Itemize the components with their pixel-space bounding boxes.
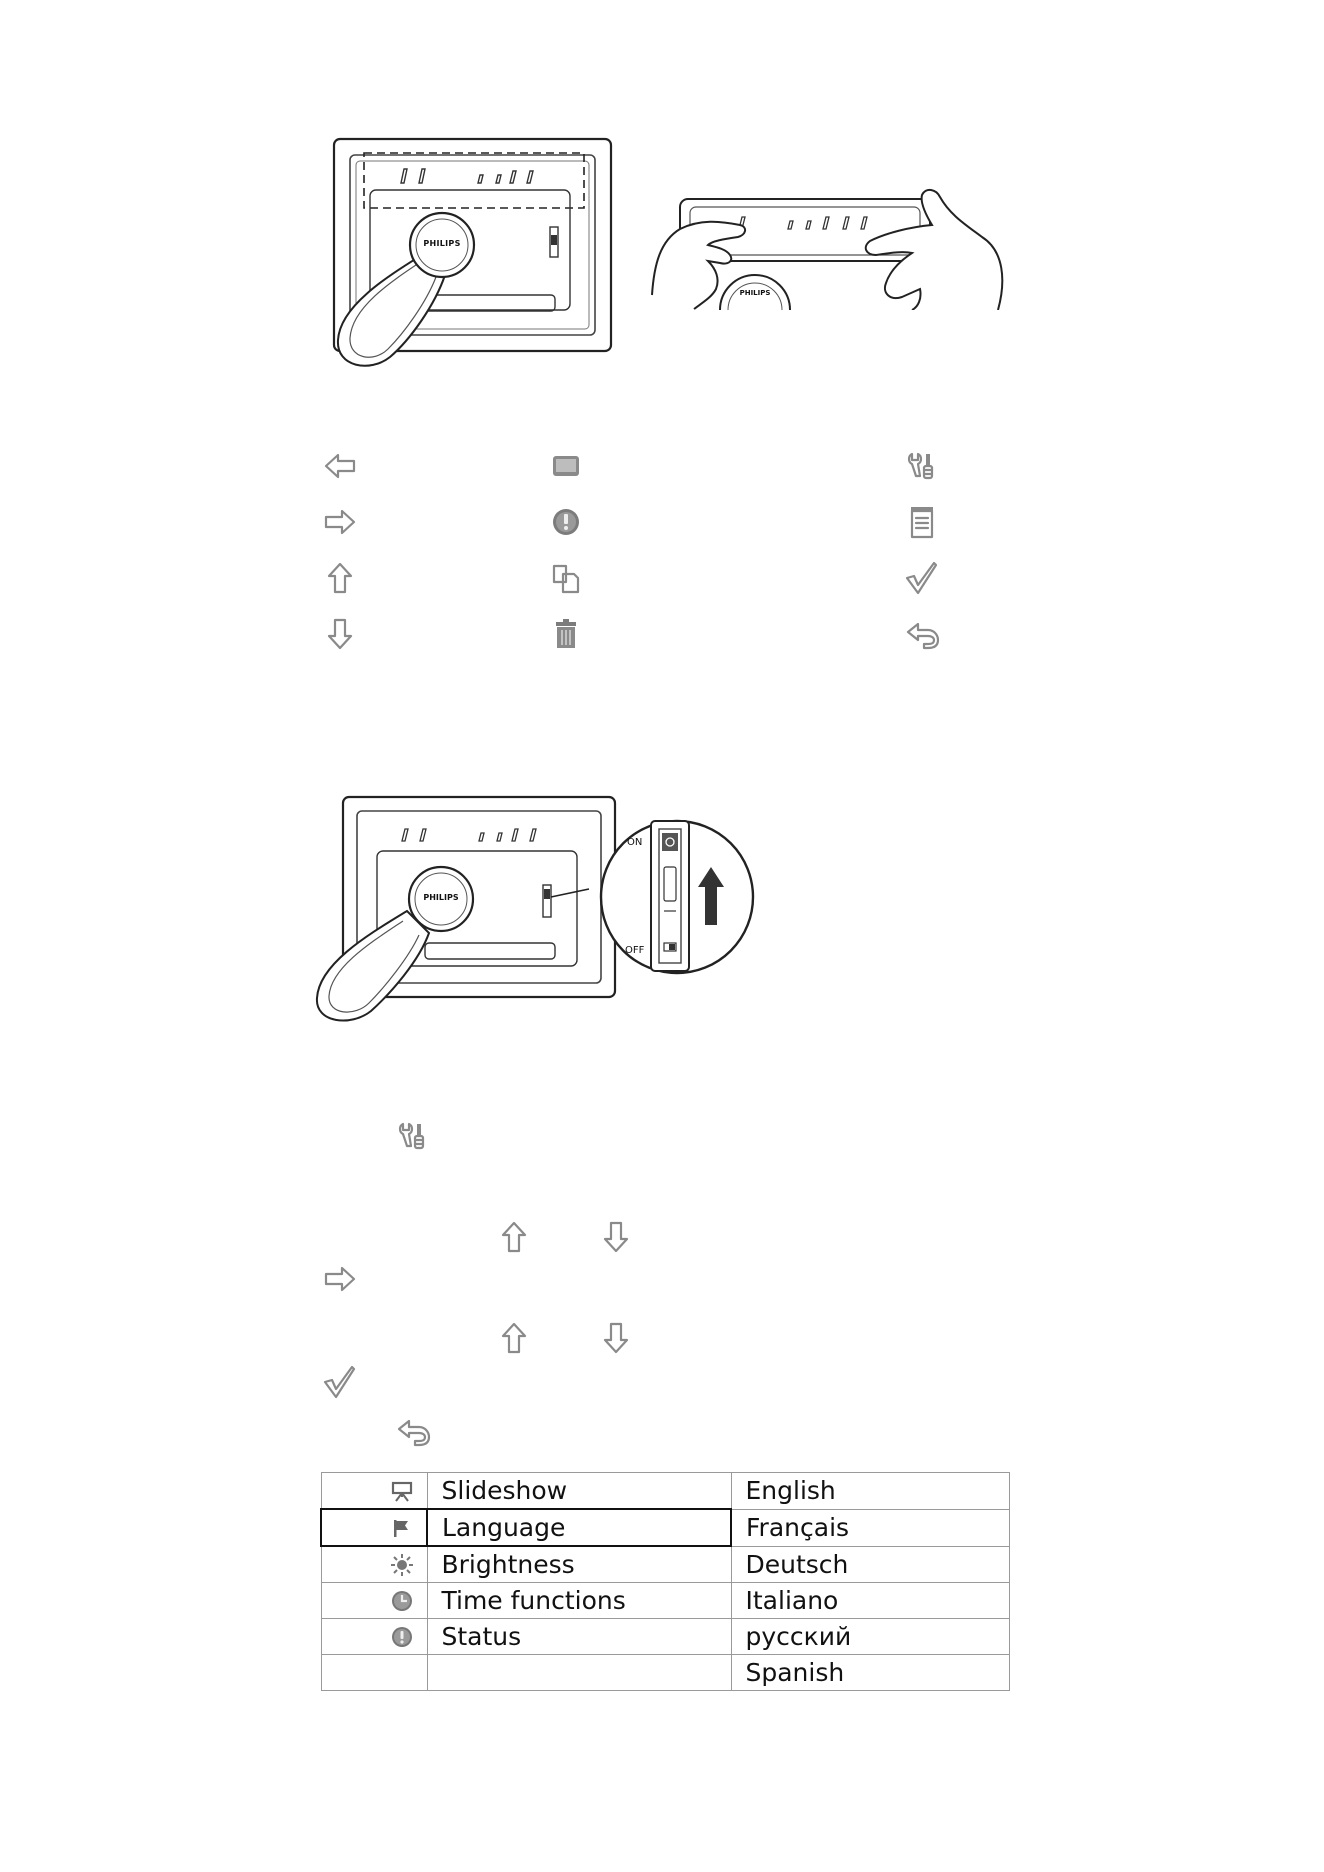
- return-icon: [902, 614, 942, 654]
- arrow-up-icon: [320, 558, 360, 598]
- table-row: [321, 1619, 1010, 1655]
- setup-icon: [393, 1116, 433, 1156]
- arrow-down-icon: [596, 1318, 636, 1358]
- menu-item-label[interactable]: Status: [427, 1619, 731, 1655]
- trash-icon: [546, 614, 586, 654]
- option-label[interactable]: Spanish: [731, 1655, 1010, 1691]
- menu-item-label[interactable]: Slideshow: [427, 1473, 731, 1510]
- status-icon: [389, 1624, 415, 1650]
- table-row: [321, 1655, 1010, 1691]
- clock-icon: [389, 1588, 415, 1614]
- option-label[interactable]: English: [731, 1473, 1010, 1510]
- display-icon: [546, 446, 586, 486]
- copy-icon: [546, 558, 586, 598]
- power-switch-figure: [315, 793, 755, 1023]
- arrow-right-icon: [320, 502, 360, 542]
- list-icon: [902, 502, 942, 542]
- table-row: [321, 1583, 1010, 1619]
- arrow-right-icon: [320, 1259, 360, 1299]
- arrow-down-icon: [596, 1217, 636, 1257]
- brightness-icon: [389, 1552, 415, 1578]
- option-label[interactable]: Français: [731, 1509, 1010, 1546]
- setup-icon: [902, 446, 942, 486]
- frame-buttons-figure: [330, 135, 615, 375]
- arrow-down-icon: [320, 614, 360, 654]
- brand-logo-small: PHILIPS: [739, 289, 771, 297]
- switch-off-label: OFF: [625, 945, 645, 956]
- settings-menu-table: [320, 1472, 1010, 1691]
- table-row-selected: [321, 1509, 1010, 1546]
- hands-pressing-buttons-figure: [650, 185, 1010, 310]
- switch-on-label: ON: [627, 837, 643, 848]
- brand-logo: PHILIPS: [423, 893, 459, 902]
- table-row: [321, 1473, 1010, 1510]
- option-label[interactable]: Deutsch: [731, 1546, 1010, 1583]
- menu-item-label[interactable]: Language: [427, 1509, 731, 1546]
- check-icon: [902, 558, 942, 598]
- slideshow-icon: [389, 1478, 415, 1504]
- menu-item-label: [427, 1655, 731, 1691]
- arrow-up-icon: [494, 1217, 534, 1257]
- table-row: [321, 1546, 1010, 1583]
- return-icon: [393, 1411, 433, 1451]
- menu-item-label[interactable]: Brightness: [427, 1546, 731, 1583]
- brand-logo: PHILIPS: [423, 239, 461, 248]
- flag-icon: [388, 1515, 414, 1541]
- option-label[interactable]: Italiano: [731, 1583, 1010, 1619]
- arrow-left-icon: [320, 446, 360, 486]
- arrow-up-icon: [494, 1318, 534, 1358]
- option-label[interactable]: русский: [731, 1619, 1010, 1655]
- menu-item-label[interactable]: Time functions: [427, 1583, 731, 1619]
- status-icon: [546, 502, 586, 542]
- check-icon: [320, 1362, 360, 1402]
